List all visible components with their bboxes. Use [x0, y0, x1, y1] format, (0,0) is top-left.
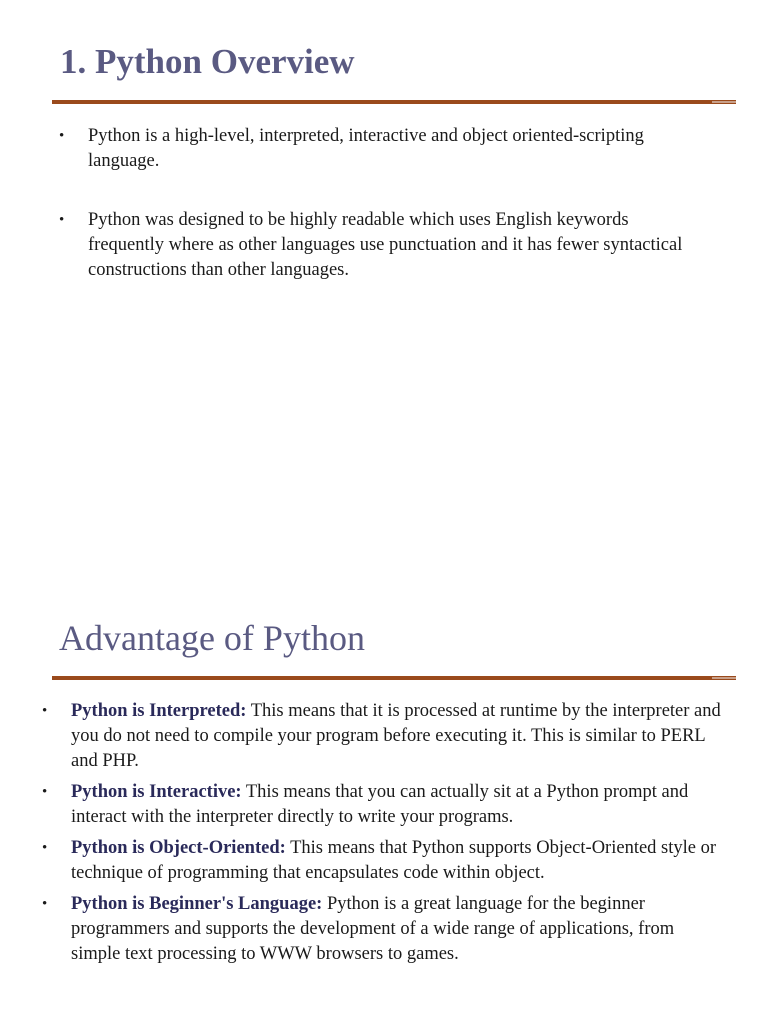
bullet-item [59, 124, 688, 174]
bullet-icon: • [59, 128, 65, 144]
bullet-text: Python was designed to be highly readable which uses English keywords frequently where as other languages use punctuation and it has fewer syntactical constructions than other languages. [88, 210, 683, 280]
slide-advantage-of-python [0, 512, 768, 1024]
bullet-icon: • [42, 840, 48, 856]
bullet-list [59, 124, 688, 317]
bullet-text: This means that Python supports Object-Oriented style or technique of programming that encapsulates code within object. [71, 838, 717, 883]
bullet-item [42, 780, 721, 830]
bullet-item [59, 208, 688, 283]
bullet-lead: Python is Interpreted: [71, 701, 247, 721]
bullet-icon: • [42, 784, 48, 800]
bullet-lead: Python is Interactive: [71, 782, 242, 802]
bullet-item [42, 699, 721, 774]
bullet-lead: Python is Object-Oriented: [71, 838, 286, 858]
bullet-lead: Python is Beginner's Language: [71, 894, 323, 914]
bullet-text: This means that it is processed at runtime by the interpreter and you do not need to compile your program before executing it. This is similar to PERL and PHP. [71, 701, 721, 771]
title-divider [52, 100, 736, 104]
bullet-icon: • [42, 703, 48, 719]
bullet-item [42, 836, 721, 886]
title-divider [52, 676, 736, 680]
bullet-item [42, 892, 721, 967]
bullet-text: Python is a high-level, interpreted, interactive and object oriented-scripting language. [88, 126, 644, 171]
bullet-text: This means that you can actually sit at a Python prompt and interact with the interpreter directly to write your programs. [71, 782, 689, 827]
bullet-icon: • [59, 212, 65, 228]
bullet-list [42, 699, 721, 973]
slide-title: 1. Python Overview [60, 42, 355, 81]
bullet-text: Python is a great language for the beginner programmers and supports the development of a wide range of applications, from simple text processing to WWW browsers to games. [71, 894, 675, 964]
slide-title: Advantage of Python [59, 618, 365, 658]
bullet-icon: • [42, 896, 48, 912]
